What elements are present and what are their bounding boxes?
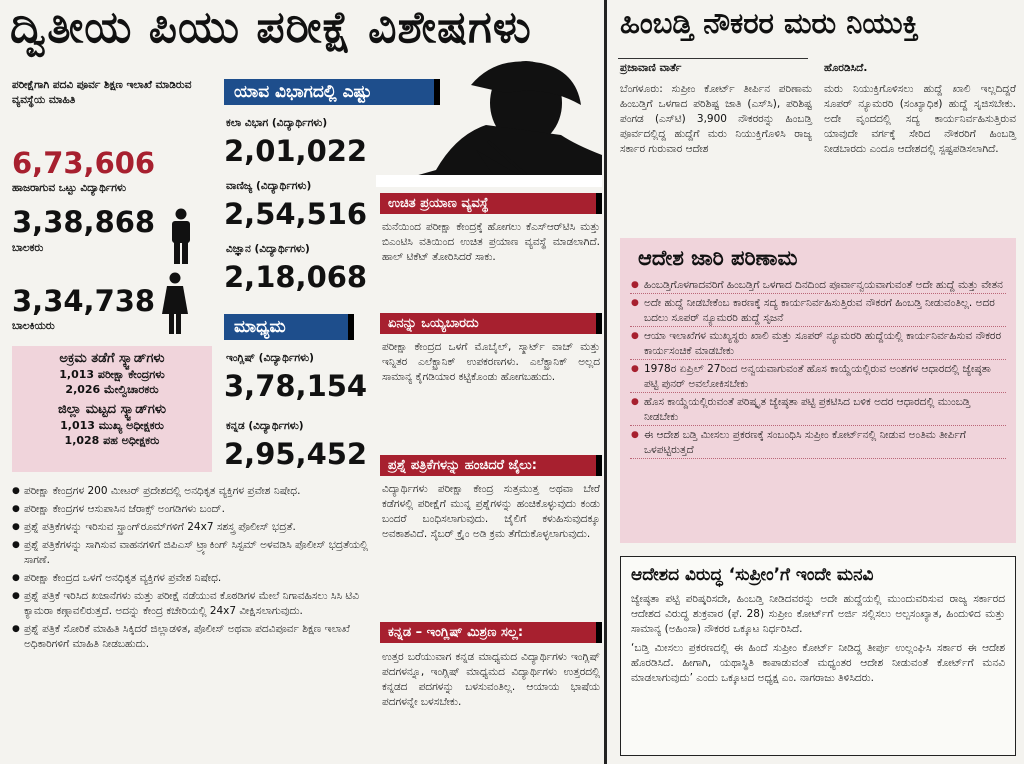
leak-title: ಪ್ರಶ್ನೆ ಪತ್ರಿಕೆಗಳನ್ನು ಹಂಚಿದರೆ ಜೈಲು: <box>380 455 602 476</box>
kannada-value: 2,95,452 <box>224 437 368 471</box>
list-item: ● ಪ್ರಶ್ನೆ ಪತ್ರಿಕೆ ಇರಿಸಿದ ಖಜಾನೆಗಳು ಮತ್ತು ಪರೀಕ್ಷೆ ನಡೆಯುವ ಕೊಠಡಿಗಳ ಮೇಲೆ ನಿಗಾವಹಿಸಲು ಸಿಸಿ ಟಿವಿ ಕ್ಯಾಮರಾ ಕಣ್ಗಾವಲಿರುತ್ತದೆ. ಅದನ್ನು ಕೇಂದ್ರ ಕಚೇರಿಯಲ್ಲಿ 24x7 ವೀಕ್ಷಿಸಲಾಗುವುದು. <box>12 589 368 619</box>
squads-line-3: 1,013 ಮುಖ್ಯ ಅಧೀಕ್ಷಕರು <box>60 419 164 432</box>
english-label: ಇಂಗ್ಲಿಷ್ (ವಿದ್ಯಾರ್ಥಿಗಳು) <box>226 352 314 364</box>
appeal-paragraph-1: ಜ್ಯೇಷ್ಠತಾ ಪಟ್ಟಿ ಪರಿಷ್ಕರಿಸದೇ, ಹಿಂಬಡ್ತಿ ನೀಡಿದವರನ್ನು ಅದೇ ಹುದ್ದೆಯಲ್ಲಿ ಮುಂದುವರಿಸುವ ರಾಜ್ಯ ಸರ್ಕಾರದ ಆದೇಶದ ವಿರುದ್ಧ ಶುಕ್ರವಾರ (ಫೆ. 28) ಸುಪ್ರೀಂ ಕೋರ್ಟ್‌ಗೆ ಅರ್ಜಿ ಸಲ್ಲಿಸಲು ಅಲ್ಪಸಂಖ್ಯಾತ, ಹಿಂದುಳಿದ ಮತ್ತು ಸಾಮಾನ್ಯ (ಅಹಿಂಸಾ) ನೌಕರರ ಒಕ್ಕೂಟ ನಿರ್ಧರಿಸಿದೆ. <box>631 593 1005 635</box>
transport-title: ಉಚಿತ ಪ್ರಯಾಣ ವ್ಯವಸ್ಥೆ <box>380 193 602 214</box>
order-bullet-list <box>630 278 1006 459</box>
mix-title: ಕನ್ನಡ – ಇಂಗ್ಲಿಷ್ ಮಿಶ್ರಣ ಸಲ್ಲ: <box>380 622 602 643</box>
squads-line-4: 1,028 ಪಹ ಅಧೀಕ್ಷಕರು <box>64 434 160 447</box>
faculty-title: ಯಾವ ವಿಭಾಗದಲ್ಲಿ ಎಷ್ಟು <box>224 79 440 105</box>
boys-label: ಬಾಲಕರು <box>12 242 44 254</box>
leak-text: ವಿದ್ಯಾರ್ಥಿಗಳು ಪರೀಕ್ಷಾ ಕೇಂದ್ರ ಸುತ್ತಮುತ್ತ ಅಥವಾ ಬೇರೆ ಕಡೆಗಳಲ್ಲಿ ಪರೀಕ್ಷೆಗೆ ಮುನ್ನ ಪ್ರಶ್ನೆಗಳನ್ನು ಹಂಚಿಕೊಳ್ಳುವುದು ಕಂಡು ಬಂದರೆ ಬಂಧಿಸಲಾಗುವುದು. ಜೈಲಿಗೆ ಕಳುಹಿಸುವುದಕ್ಕೂ ಅವಕಾಶವಿದೆ. ಸೈಬರ್ ಕ್ರೈಂ ಅಡಿ ಕ್ರಮ ತೆಗೆದುಕೊಳ್ಳಲಾಗುವುದು. <box>382 483 600 540</box>
right-col2-text: ಮರು ನಿಯುಕ್ತಿಗೊಳಿಸಲು ಹುದ್ದೆ ಖಾಲಿ ಇಲ್ಲದಿದ್ದರೆ ಸೂಪರ್ ನ್ಯೂಮರರಿ (ಸಂಖ್ಯಾಧಿಕ) ಹುದ್ದೆ ಸೃಜಿಸಬೇಕು. ಅದೇ ವೃಂದದಲ್ಲಿ ಸದ್ಯ ಕಾರ್ಯನಿರ್ವಹಿಸುತ್ತಿರುವ ಯಾವುದೇ ವರ್ಗಕ್ಕೆ ಸೇರಿದ ನೌಕರರಿಗೆ ಹಿಂಬಡ್ತಿ ನೀಡಬಾರದು ಎಂದೂ ಆದೇಶದಲ್ಲಿ ಸ್ಪಷ್ಟಪಡಿಸಲಾಗಿದೆ. <box>824 83 1016 155</box>
squads-title-1: ಅಕ್ರಮ ತಡೆಗೆ ಸ್ಕ್ವಾಡ್‌ಗಳು <box>59 351 165 366</box>
squads-box <box>12 346 212 472</box>
right-headline: ಹಿಂಬಡ್ತಿ ನೌಕರರ ಮರು ನಿಯುಕ್ತಿ <box>620 6 919 40</box>
intro-text: ಪರೀಕ್ಷೆಗಾಗಿ ಪದವಿ ಪೂರ್ವ ಶಿಕ್ಷಣ ಇಲಾಖೆ ಮಾಡಿರುವ ವ್ಯವಸ್ಥೆಯ ಮಾಹಿತಿ <box>12 79 192 106</box>
transport-text: ಮನೆಯಿಂದ ಪರೀಕ್ಷಾ ಕೇಂದ್ರಕ್ಕೆ ಹೋಗಲು ಕೆಎಸ್‌ಆರ್‌ಟಿಸಿ ಮತ್ತು ಬಿಎಂಟಿಸಿ ವತಿಯಿಂದ ಉಚಿತ ಪ್ರಯಾಣ ವ್ಯವಸ್ಥೆ ಮಾಡಲಾಗಿದೆ. ಹಾಲ್ ಟಿಕೆಟ್ ತೋರಿಸಿದರೆ ಸಾಕು. <box>382 221 600 263</box>
commerce-value: 2,54,516 <box>224 197 368 231</box>
list-item: ● ಪರೀಕ್ಷಾ ಕೇಂದ್ರಗಳ ಆಸುಪಾಸಿನ ಜೆರಾಕ್ಸ್ ಅಂಗಡಿಗಳು ಬಂದ್. <box>12 502 368 517</box>
boy-icon <box>168 208 194 264</box>
appeal-box <box>620 556 1016 756</box>
order-title: ಆದೇಶ ಜಾರಿ ಪರಿಣಾಮ <box>638 246 798 270</box>
commerce-label: ವಾಣಿಜ್ಯ (ವಿದ್ಯಾರ್ಥಿಗಳು) <box>226 180 312 192</box>
carry-text: ಪರೀಕ್ಷಾ ಕೇಂದ್ರದ ಒಳಗೆ ಮೊಬೈಲ್, ಸ್ಮಾರ್ಟ್ ವಾಚ್ ಮತ್ತು ಇನ್ನಿತರ ಎಲೆಕ್ಟ್ರಾನಿಕ್ ಉಪಕರಣಗಳು. ಎಲೆಕ್ಟ್ರಾನಿಕ್ ಅಲ್ಲದ ಸಾಮಾನ್ಯ ಕೈಗಡಿಯಾರ ಕಟ್ಟಿಕೊಂಡು ಹೋಗಬಹುದು. <box>382 341 600 383</box>
main-headline: ದ್ವಿತೀಯ ಪಿಯು ಪರೀಕ್ಷೆ ವಿಶೇಷಗಳು <box>10 2 532 53</box>
list-item: ● ಅದೇ ಹುದ್ದೆ ನೀಡಬೇಕೆಂಬ ಕಾರಣಕ್ಕೆ ಸದ್ಯ ಕಾರ್ಯನಿರ್ವಹಿಸುತ್ತಿರುವ ನೌಕರಗೆ ಹಿಂಬಡ್ತಿ ನೀಡುವಂತಿಲ್ಲ. ಅದರ ಬದಲು ಸೂಪರ್ ನ್ಯೂಮರರಿ ಹುದ್ದೆ ಸೃಜನೆ <box>630 296 1006 327</box>
total-students-value: 6,73,606 <box>12 146 156 180</box>
appeal-title: ಆದೇಶದ ವಿರುದ್ಧ ‘ಸುಪ್ರೀಂ’ಗೆ ಇಂದೇ ಮನವಿ <box>631 565 874 585</box>
list-item: ● ಆಯಾ ಇಲಾಖೆಗಳ ಮುಖ್ಯಸ್ಥರು ಖಾಲಿ ಮತ್ತು ಸೂಪರ್ ನ್ಯೂಮರರಿ ಹುದ್ದೆಯಲ್ಲಿ ಕಾರ್ಯನಿರ್ವಹಿಸುವ ನೌಕರರ ಕಾರ್ಯಸಂಚಿಕೆ ಮಾಡಬೇಕು <box>630 329 1006 360</box>
squads-line-1: 1,013 ಪರೀಕ್ಷಾ ಕೇಂದ್ರಗಳು <box>59 368 165 381</box>
list-item: ● ಪ್ರಶ್ನೆ ಪತ್ರಿಕೆಗಳನ್ನು ಇರಿಸುವ ಸ್ಟ್ರಾಂಗ್‌ರೂಮ್‌ಗಳಿಗೆ 24x7 ಸಶಸ್ತ್ರ ಪೊಲೀಸ್ ಭದ್ರತೆ. <box>12 520 368 535</box>
girls-value: 3,34,738 <box>12 284 156 318</box>
list-item: ● ಹಿಂಬಡ್ತಿಗೊಳಗಾದವರಿಗೆ ಹಿಂಬಡ್ತಿಗೆ ಒಳಗಾದ ದಿನದಿಂದ ಪೂರ್ವಾನ್ವಯವಾಗುವಂತೆ ಅದೇ ಹುದ್ದೆ ಮತ್ತು ವೇತನ <box>630 278 1006 294</box>
byline: ಪ್ರಜಾವಾಣಿ ವಾರ್ತೆ <box>620 62 682 74</box>
science-value: 2,18,068 <box>224 260 368 294</box>
appeal-paragraph-2: ‘ಬಡ್ತಿ ಮೀಸಲು ಪ್ರಕರಣದಲ್ಲಿ ಈ ಹಿಂದೆ ಸುಪ್ರೀಂ ಕೋರ್ಟ್ ನೀಡಿದ್ದ ತೀರ್ಪು ಉಲ್ಲಂಘಿಸಿ ಸರ್ಕಾರ ಈ ಆದೇಶ ಹೊರಡಿಸಿದೆ. ಹೀಗಾಗಿ, ಯಥಾಸ್ಥಿತಿ ಕಾಪಾಡುವಂತೆ ಮಧ್ಯಂತರ ಆದೇಶ ನೀಡುವಂತೆ ಕೋರ್ಟ್‌ಗೆ ಮನವಿ ಮಾಡಲಾಗುವುದು’ ಎಂದು ಒಕ್ಕೂಟದ ಅಧ್ಯಕ್ಷ ಎಂ. ನಾಗರಾಜು ತಿಳಿಸಿದರು. <box>631 642 1005 684</box>
list-item: ● ಪರೀಕ್ಷಾ ಕೇಂದ್ರಗಳ 200 ಮೀಟರ್ ಪ್ರದೇಶದಲ್ಲಿ ಅನಧಿಕೃತ ವ್ಯಕ್ತಿಗಳ ಪ್ರವೇಶ ನಿಷೇಧ. <box>12 484 368 499</box>
left-bullet-list <box>12 484 368 655</box>
list-item: ● 1978ರ ಏಪ್ರಿಲ್ 27ರಿಂದ ಅನ್ವಯವಾಗುವಂತೆ ಹೊಸ ಕಾಯ್ದೆಯಲ್ಲಿರುವ ಅಂಶಗಳ ಆಧಾರದಲ್ಲಿ ಜ್ಯೇಷ್ಠತಾ ಪಟ್ಟಿ ಪುನರ್ ಅವಲೋಕಿಸಬೇಕು <box>630 362 1006 393</box>
squads-line-2: 2,026 ಮೇಲ್ವಿಚಾರಕರು <box>65 383 159 396</box>
mix-text: ಉತ್ತರ ಬರೆಯುವಾಗ ಕನ್ನಡ ಮಾಧ್ಯಮದ ವಿದ್ಯಾರ್ಥಿಗಳು ಇಂಗ್ಲಿಷ್ ಪದಗಳನ್ನೂ, ಇಂಗ್ಲಿಷ್ ಮಾಧ್ಯಮದ ವಿದ್ಯಾರ್ಥಿಗಳು ಉತ್ತರದಲ್ಲಿ ಕನ್ನಡದ ಪದಗಳನ್ನು ಬಳಸುವಂತಿಲ್ಲ. ಆಯಾಯ ಭಾಷೆಯ ಪದಗಳನ್ನೇ ಬಳಸಬೇಕು. <box>382 651 600 708</box>
arts-label: ಕಲಾ ವಿಭಾಗ (ವಿದ್ಯಾರ್ಥಿಗಳು) <box>226 117 328 129</box>
column-divider <box>604 0 607 764</box>
boys-value: 3,38,868 <box>12 205 156 239</box>
girls-label: ಬಾಲಕಿಯರು <box>12 320 55 332</box>
right-col2-head: ಹೊರಡಿಸಿದೆ. <box>824 62 868 74</box>
total-students-label: ಹಾಜರಾಗುವ ಒಟ್ಟು ವಿದ್ಯಾರ್ಥಿಗಳು <box>12 182 127 194</box>
byline-rule <box>618 58 808 59</box>
carry-title: ಏನನ್ನು ಒಯ್ಯಬಾರದು <box>380 313 602 334</box>
kannada-label: ಕನ್ನಡ (ವಿದ್ಯಾರ್ಥಿಗಳು) <box>226 420 304 432</box>
list-item: ● ಪರೀಕ್ಷಾ ಕೇಂದ್ರದ ಒಳಗೆ ಅನಧಿಕೃತ ವ್ಯಕ್ತಿಗಳ ಪ್ರವೇಶ ನಿಷೇಧ. <box>12 571 368 586</box>
english-value: 3,78,154 <box>224 369 368 403</box>
medium-title: ಮಾಧ್ಯಮ <box>224 314 354 340</box>
list-item: ● ಈ ಆದೇಶ ಬಡ್ತಿ ಮೀಸಲು ಪ್ರಕರಣಕ್ಕೆ ಸಂಬಂಧಿಸಿ ಸುಪ್ರೀಂ ಕೋರ್ಟ್‌ನಲ್ಲಿ ನೀಡುವ ಅಂತಿಮ ತೀರ್ಪಿಗೆ ಒಳಪಟ್ಟಿರುತ್ತದೆ <box>630 428 1006 459</box>
list-item: ● ಪ್ರಶ್ನೆ ಪತ್ರಿಕೆಗಳನ್ನು ಸಾಗಿಸುವ ವಾಹನಗಳಿಗೆ ಜಿಪಿಎಸ್ ಟ್ರ್ಯಾಕಿಂಗ್ ಸಿಸ್ಟಮ್ ಅಳವಡಿಸಿ ಪೊಲೀಸ್ ಭದ್ರತೆಯಲ್ಲಿ ಸಾಗಣೆ. <box>12 538 368 568</box>
science-label: ವಿಜ್ಞಾನ (ವಿದ್ಯಾರ್ಥಿಗಳು) <box>226 243 310 255</box>
order-effect-box <box>620 238 1016 543</box>
list-item: ● ಹೊಸ ಕಾಯ್ದೆಯಲ್ಲಿರುವಂತೆ ಪರಿಷ್ಕೃತ ಜ್ಯೇಷ್ಠತಾ ಪಟ್ಟಿ ಪ್ರಕಟಿಸಿದ ಬಳಿಕ ಅದರ ಆಧಾರದಲ್ಲಿ ಮುಂಬಡ್ತಿ ನೀಡಬೇಕು <box>630 395 1006 426</box>
girl-icon <box>160 272 190 334</box>
arts-value: 2,01,022 <box>224 134 368 168</box>
squads-title-2: ಜಿಲ್ಲಾ ಮಟ್ಟದ ಸ್ಕ್ವಾಡ್‌ಗಳು <box>57 402 167 417</box>
right-col1-text: ಬೆಂಗಳೂರು: ಸುಪ್ರೀಂ ಕೋರ್ಟ್ ತೀರ್ಪಿನ ಪರಿಣಾಮ ಹಿಂಬಡ್ತಿಗೆ ಒಳಗಾದ ಪರಿಶಿಷ್ಟ ಜಾತಿ (ಎಸ್‌ಸಿ), ಪರಿಶಿಷ್ಟ ಪಂಗಡ (ಎಸ್‌ಟಿ) 3,900 ನೌಕರರನ್ನು ಹಿಂಬಡ್ತಿ ಪೂರ್ವದಲ್ಲಿದ್ದ ಹುದ್ದೆಗೆ ಮರು ನಿಯುಕ್ತಿಗೊಳಿಸಿ ರಾಜ್ಯ ಸರ್ಕಾರ ಗುರುವಾರ ಆದೇಶ <box>620 83 812 155</box>
list-item: ● ಪ್ರಶ್ನೆ ಪತ್ರಿಕೆ ಸೋರಿಕೆ ಮಾಹಿತಿ ಸಿಕ್ಕಿದರೆ ಜಿಲ್ಲಾಡಳಿತ, ಪೊಲೀಸ್ ಅಥವಾ ಪದವಿಪೂರ್ವ ಶಿಕ್ಷಣ ಇಲಾಖೆ ಅಧಿಕಾರಿಗಳಿಗೆ ಮಾಹಿತಿ ನೀಡಬಹುದು. <box>12 622 368 652</box>
student-writing-illustration <box>376 55 602 187</box>
desk-surface <box>376 175 602 187</box>
